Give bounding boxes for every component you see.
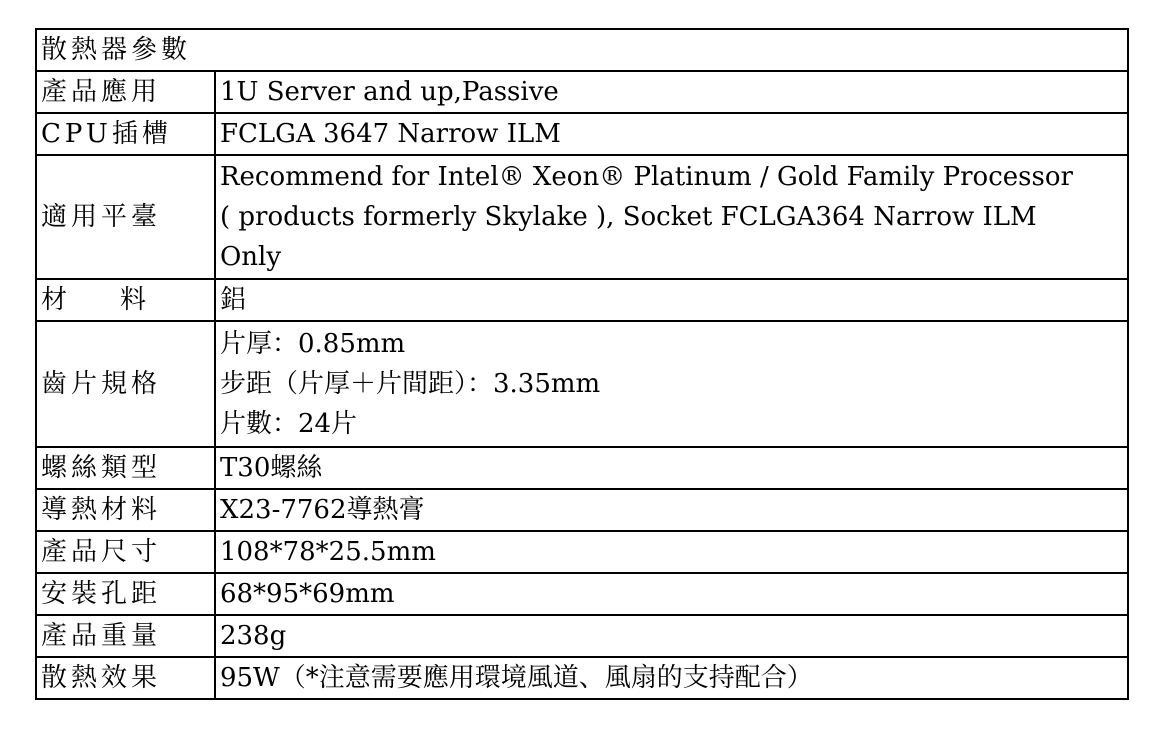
row-label-fin-spec: 齒片規格 [36,321,215,447]
row-label-cpu-socket: CPU插槽 [36,113,215,155]
table-row [36,531,1128,573]
table-row [36,71,1128,113]
heatsink-spec-table [35,28,1129,700]
row-value-thermal-material: X23-7762導熱膏 [215,489,1128,531]
row-value-material: 鋁 [215,279,1128,321]
table-row [36,573,1128,615]
row-label-weight: 產品重量 [36,615,215,657]
fin-spec-line-3: 片數：24片 [219,409,358,439]
row-value-weight: 238g [215,615,1128,657]
platform-line-2: ( products formerly Skylake ), Socket FCLGA364 Narrow ILM [219,202,1037,232]
platform-line-1: Recommend for Intel® Xeon® Platinum / Gold Family Processor [219,162,1073,192]
table-row [36,155,1128,279]
table-row [36,615,1128,657]
material-label-part-1: 材 [41,285,72,315]
fin-spec-line-2: 步距（片厚＋片間距）：3.35mm [219,369,601,399]
fin-spec-line-1: 片厚：0.85mm [219,329,406,359]
row-label-screw-type: 螺絲類型 [36,447,215,489]
table-row [36,321,1128,447]
row-value-platform [215,155,1128,279]
platform-line-3: Only [219,242,282,272]
row-label-dimensions: 產品尺寸 [36,531,215,573]
table-row [36,489,1128,531]
row-value-fin-spec [215,321,1128,447]
material-label-part-2: 料 [119,285,150,315]
row-value-dimensions: 108*78*25.5mm [215,531,1128,573]
row-value-application: 1U Server and up,Passive [215,71,1128,113]
row-label-thermal-material: 導熱材料 [36,489,215,531]
row-value-screw-type: T30螺絲 [215,447,1128,489]
table-row [36,447,1128,489]
row-value-mounting-holes: 68*95*69mm [215,573,1128,615]
row-value-cpu-socket: FCLGA 3647 Narrow ILM [215,113,1128,155]
row-value-cooling-performance: 95W（*注意需要應用環境風道、風扇的支持配合） [215,657,1128,699]
table-header-row [36,29,1128,71]
row-label-material [36,279,215,321]
row-label-application: 產品應用 [36,71,215,113]
table-row [36,657,1128,699]
table-row [36,113,1128,155]
row-label-platform: 適用平臺 [36,155,215,279]
row-label-cooling-performance: 散熱效果 [36,657,215,699]
table-row [36,279,1128,321]
table-title: 散熱器參數 [36,29,1128,71]
spec-table-container [35,28,1129,700]
row-label-mounting-holes: 安裝孔距 [36,573,215,615]
